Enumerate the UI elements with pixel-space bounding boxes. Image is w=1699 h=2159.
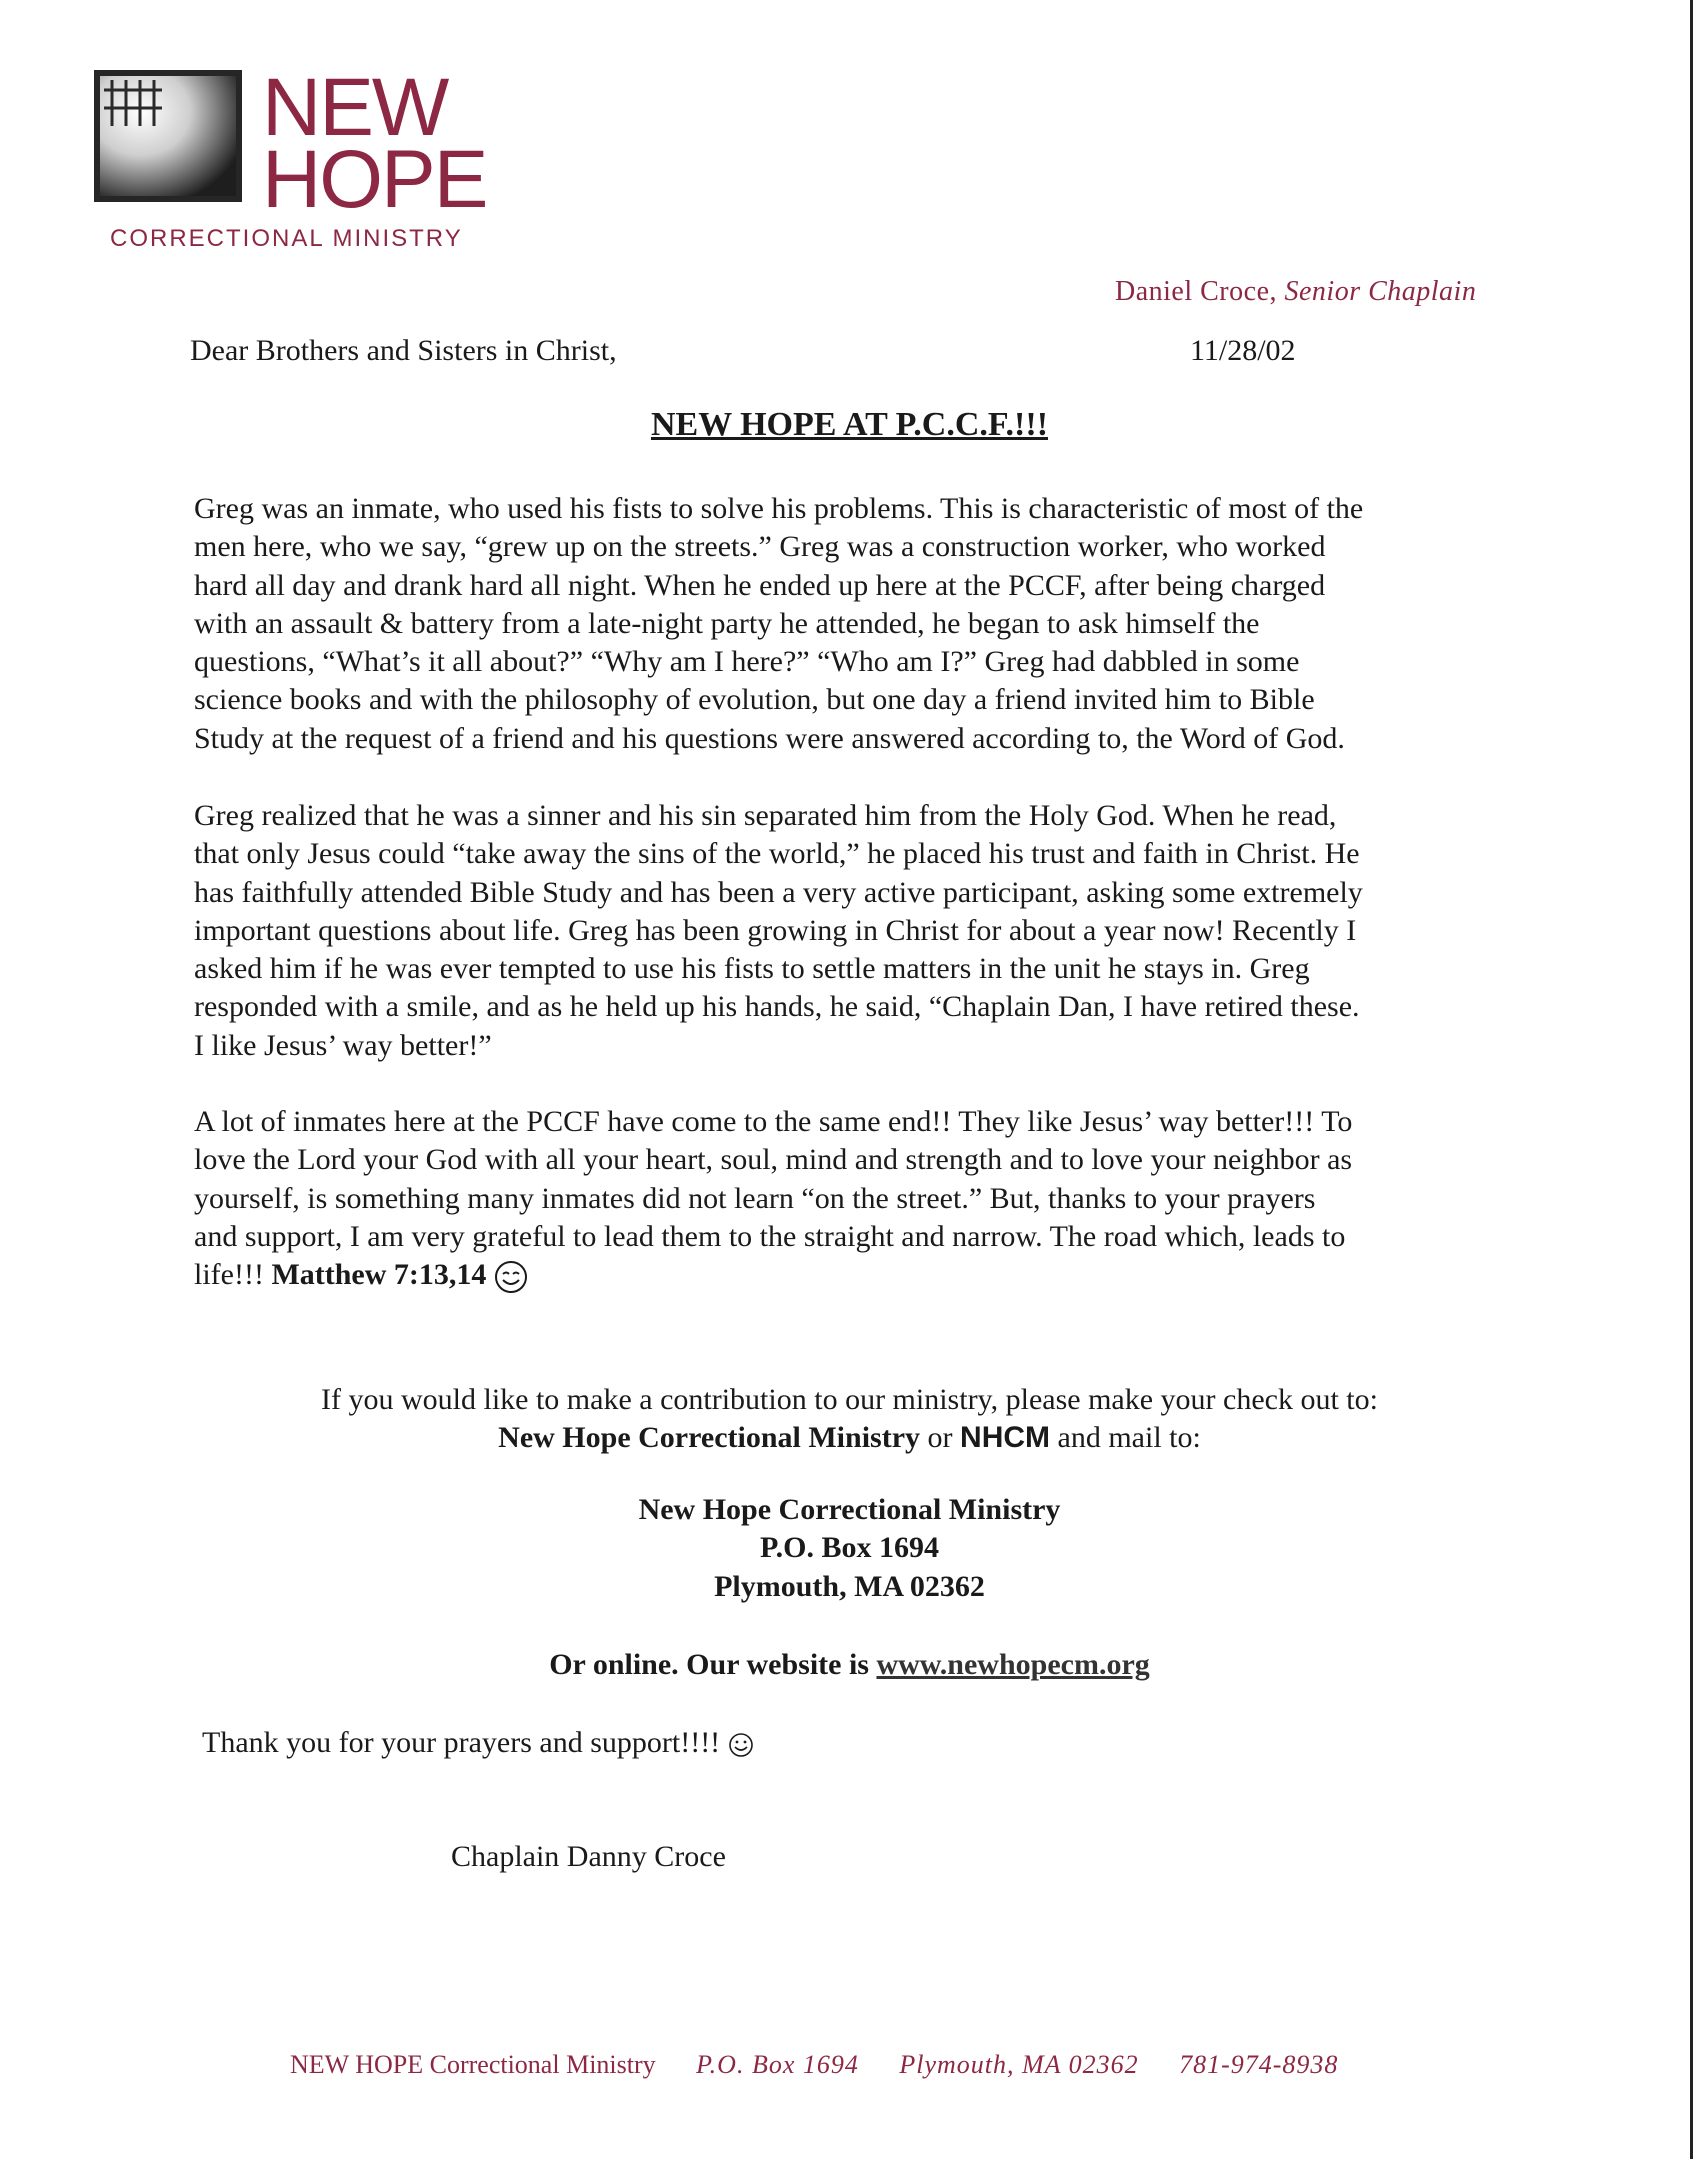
text-line: hard all day and drank hard all night. When he ended up here at the PCCF, after being charged bbox=[194, 568, 1326, 602]
logo-hope-text: HOPE bbox=[262, 134, 487, 225]
chaplain-title-line bbox=[1115, 276, 1476, 308]
contribution-block bbox=[0, 1381, 1699, 1458]
text-line: I like Jesus’ way better!” bbox=[194, 1028, 492, 1062]
chaplain-name: Daniel Croce, bbox=[1115, 276, 1277, 307]
text-line: with an assault & battery from a late-night party he attended, he began to ask himself the bbox=[194, 606, 1260, 640]
thanks-text: Thank you for your prayers and support!!!! bbox=[202, 1726, 728, 1759]
logo-new-text: NEW bbox=[262, 62, 448, 153]
online-line bbox=[0, 1646, 1699, 1684]
paragraph-2 bbox=[194, 797, 1524, 1065]
logo-subtitle: CORRECTIONAL MINISTRY bbox=[110, 225, 463, 252]
scan-edge-line bbox=[1690, 0, 1693, 2159]
or-text: or bbox=[920, 1421, 961, 1455]
text-line-last bbox=[194, 1256, 1524, 1294]
text-line: questions, “What’s it all about?” “Why am I here?” “Who am I?” Greg had dabbled in some bbox=[194, 645, 1300, 679]
text-line: Greg realized that he was a sinner and his sin separated him from the Holy God. When he read, bbox=[194, 799, 1337, 832]
paragraph-3 bbox=[194, 1103, 1524, 1294]
thanks-line bbox=[202, 1724, 754, 1762]
footer bbox=[290, 2050, 1372, 2080]
text-line: important questions about life. Greg has been growing in Christ for about a year now! Recently I bbox=[194, 913, 1357, 947]
salutation: Dear Brothers and Sisters in Christ, bbox=[190, 334, 617, 367]
website-link[interactable]: www.newhopecm.org bbox=[876, 1648, 1150, 1681]
online-label: Or online. Our website is bbox=[549, 1648, 877, 1681]
mail-to-text: and mail to: bbox=[1050, 1421, 1201, 1455]
prison-window-icon bbox=[90, 66, 246, 206]
footer-box: P.O. Box 1694 bbox=[696, 2050, 859, 2079]
letter-date: 11/28/02 bbox=[1190, 334, 1296, 367]
text-line: that only Jesus could “take away the sins of the world,” he placed his trust and faith in Christ. He bbox=[194, 837, 1360, 871]
text-line: men here, who we say, “grew up on the streets.” Greg was a construction worker, who worked bbox=[194, 530, 1326, 564]
text-line: Greg was an inmate, who used his fists to solve his problems. This is characteristic of most of the bbox=[194, 492, 1364, 525]
address-line: New Hope Correctional Ministry bbox=[638, 1493, 1061, 1526]
signature: Chaplain Danny Croce bbox=[451, 1840, 726, 1873]
address-line: Plymouth, MA 02362 bbox=[714, 1569, 985, 1603]
text-line: love the Lord your God with all your heart, soul, mind and strength and to love your neighbor as bbox=[194, 1143, 1353, 1177]
letter-heading: NEW HOPE AT P.C.C.F.!!! bbox=[650, 406, 1049, 443]
text-line: responded with a smile, and as he held up his hands, he said, “Chaplain Dan, I have retired these. bbox=[194, 990, 1360, 1024]
contribution-line: If you would like to make a contribution to our ministry, please make your check out to: bbox=[321, 1383, 1378, 1416]
paragraph-1 bbox=[194, 490, 1524, 758]
text-fragment: life!!! bbox=[194, 1258, 272, 1292]
footer-org: NEW HOPE Correctional Ministry bbox=[290, 2050, 656, 2079]
scripture-reference: Matthew 7:13,14 bbox=[271, 1258, 487, 1292]
smiley-icon bbox=[728, 1732, 754, 1758]
payee-name: New Hope Correctional Ministry bbox=[498, 1421, 921, 1455]
chaplain-role: Senior Chaplain bbox=[1284, 276, 1477, 307]
address-line: P.O. Box 1694 bbox=[760, 1531, 939, 1565]
footer-phone: 781-974-8938 bbox=[1179, 2050, 1339, 2079]
text-line: has faithfully attended Bible Study and has been a very active participant, asking some extremely bbox=[194, 875, 1363, 909]
payee-line bbox=[0, 1419, 1699, 1457]
text-line: asked him if he was ever tempted to use his fists to settle matters in the unit he stays in. Greg bbox=[194, 952, 1310, 986]
text-line: Study at the request of a friend and his questions were answered according to, the Word of God. bbox=[194, 721, 1345, 755]
text-line: science books and with the philosophy of evolution, but one day a friend invited him to Bible bbox=[194, 683, 1315, 717]
mailing-address bbox=[0, 1491, 1699, 1606]
text-line: A lot of inmates here at the PCCF have come to the same end!! They like Jesus’ way better!!! To bbox=[194, 1105, 1353, 1138]
payee-abbrev: NHCM bbox=[960, 1421, 1051, 1455]
text-line: yourself, is something many inmates did not learn “on the street.” But, thanks to your prayers bbox=[194, 1181, 1316, 1215]
footer-city: Plymouth, MA 02362 bbox=[899, 2050, 1139, 2079]
smiley-icon bbox=[494, 1260, 528, 1294]
text-line: and support, I am very grateful to lead them to the straight and narrow. The road which, leads to bbox=[194, 1219, 1346, 1253]
